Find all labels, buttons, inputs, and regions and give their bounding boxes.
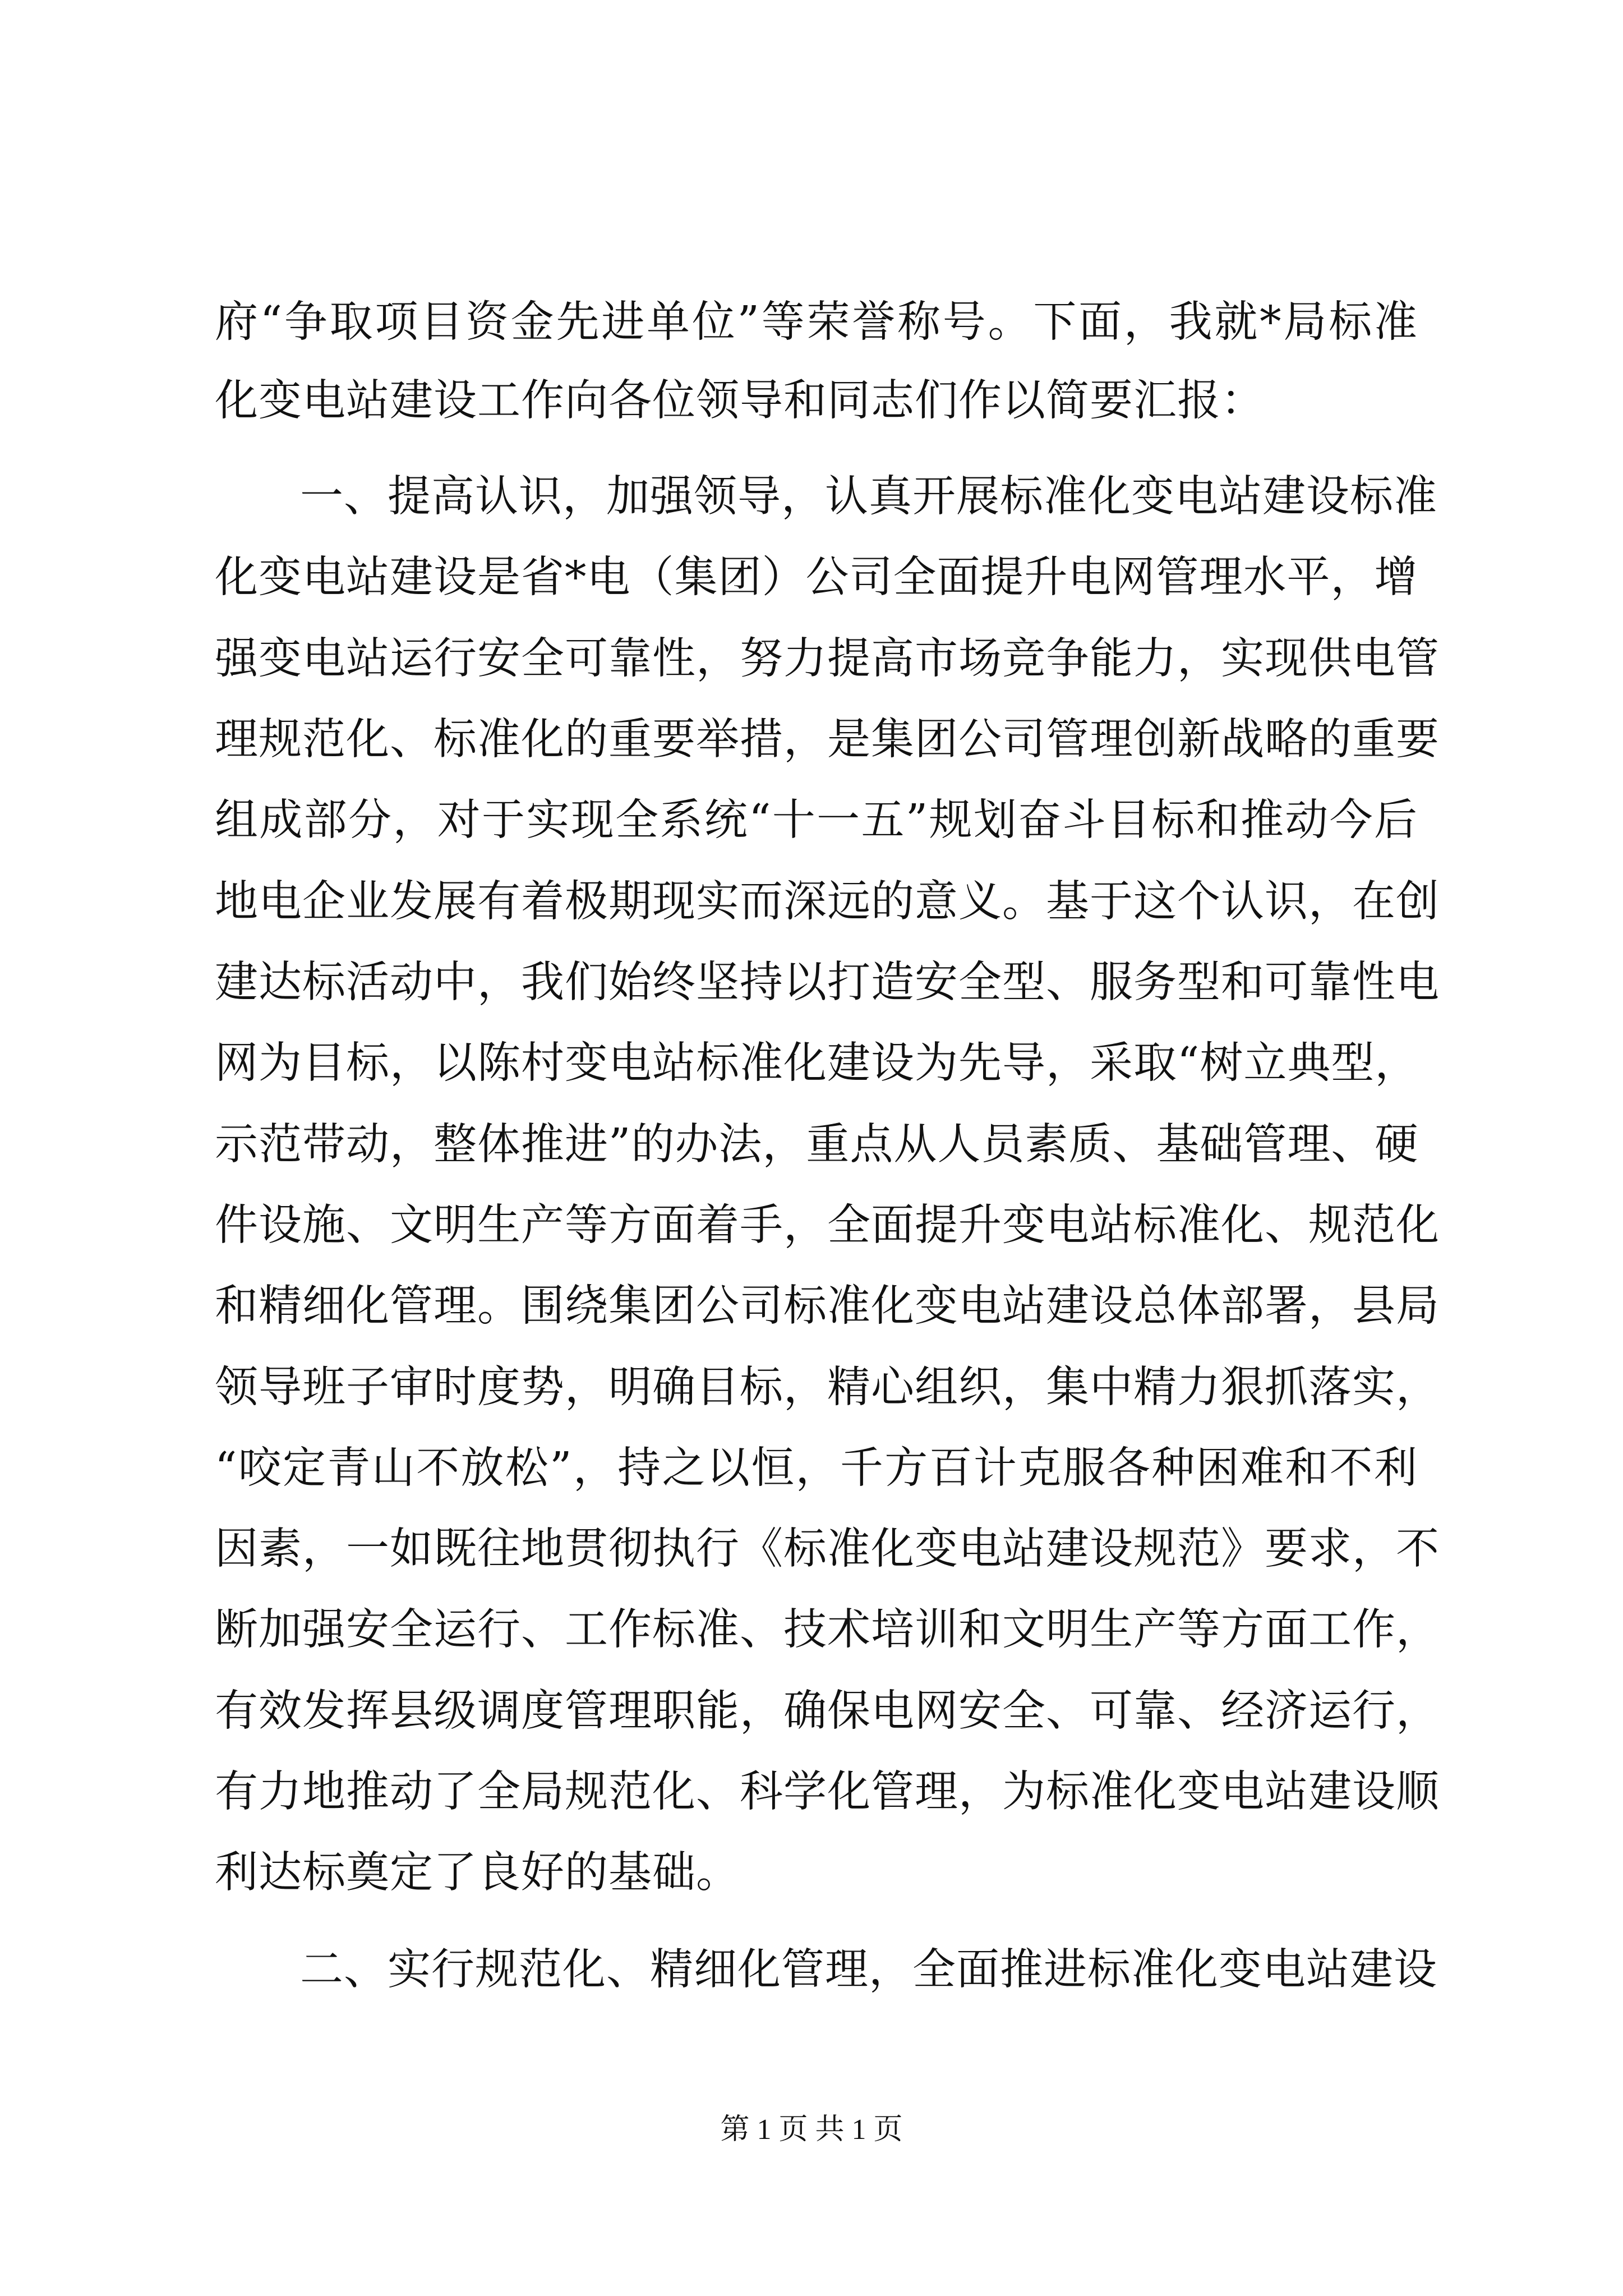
text-line: 府“争取项目资金先进单位”等荣誉称号。下面，我就*局标准 [215, 297, 1418, 347]
text-line: 利达标奠定了良好的基础。 [215, 1848, 740, 1898]
section-heading-2: 二、实行规范化、精细化管理，全面推进标准化变电站建设 [300, 1945, 1437, 1995]
text-line: 有效发挥县级调度管理职能，确保电网安全、可靠、经济运行， [215, 1686, 1440, 1736]
text-line: 组成部分，对于实现全系统“十一五”规划奋斗目标和推动今后 [215, 795, 1418, 845]
text-line: 因素，一如既往地贯彻执行《标准化变电站建设规范》要求，不 [215, 1524, 1440, 1574]
text-line: 网为目标，以陈村变电站标准化建设为先导，采取“树立典型， [215, 1038, 1419, 1088]
text-line: 示范带动，整体推进”的办法，重点从人员素质、基础管理、硬 [215, 1120, 1419, 1170]
text-line: 地电企业发展有着极期现实而深远的意义。基于这个认识，在创 [215, 877, 1440, 927]
text-line: 强变电站运行安全可靠性，努力提高市场竞争能力，实现供电管 [215, 634, 1440, 684]
text-line: 和精细化管理。围绕集团公司标准化变电站建设总体部署，县局 [215, 1281, 1440, 1331]
text-line: “咬定青山不放松”，持之以恒，千方百计克服各种困难和不利 [215, 1443, 1418, 1493]
text-line: 断加强安全运行、工作标准、技术培训和文明生产等方面工作， [215, 1605, 1440, 1655]
text-line: 件设施、文明生产等方面着手，全面提升变电站标准化、规范化 [215, 1200, 1440, 1250]
text-line: 化变电站建设工作向各位领导和同志们作以简要汇报： [215, 376, 1265, 426]
text-line: 领导班子审时度势，明确目标，精心组织，集中精力狠抓落实， [215, 1363, 1440, 1412]
text-line: 理规范化、标准化的重要举措，是集团公司管理创新战略的重要 [215, 715, 1440, 765]
text-line: 有力地推动了全局规范化、科学化管理，为标准化变电站建设顺 [215, 1767, 1440, 1817]
text-line: 建达标活动中，我们始终坚持以打造安全型、服务型和可靠性电 [215, 958, 1440, 1007]
page-footer: 第 1 页 共 1 页 [720, 2114, 903, 2146]
text-line: 化变电站建设是省*电（集团）公司全面提升电网管理水平，增 [215, 553, 1418, 602]
section-heading-1: 一、提高认识，加强领导，认真开展标准化变电站建设标准 [300, 472, 1437, 522]
